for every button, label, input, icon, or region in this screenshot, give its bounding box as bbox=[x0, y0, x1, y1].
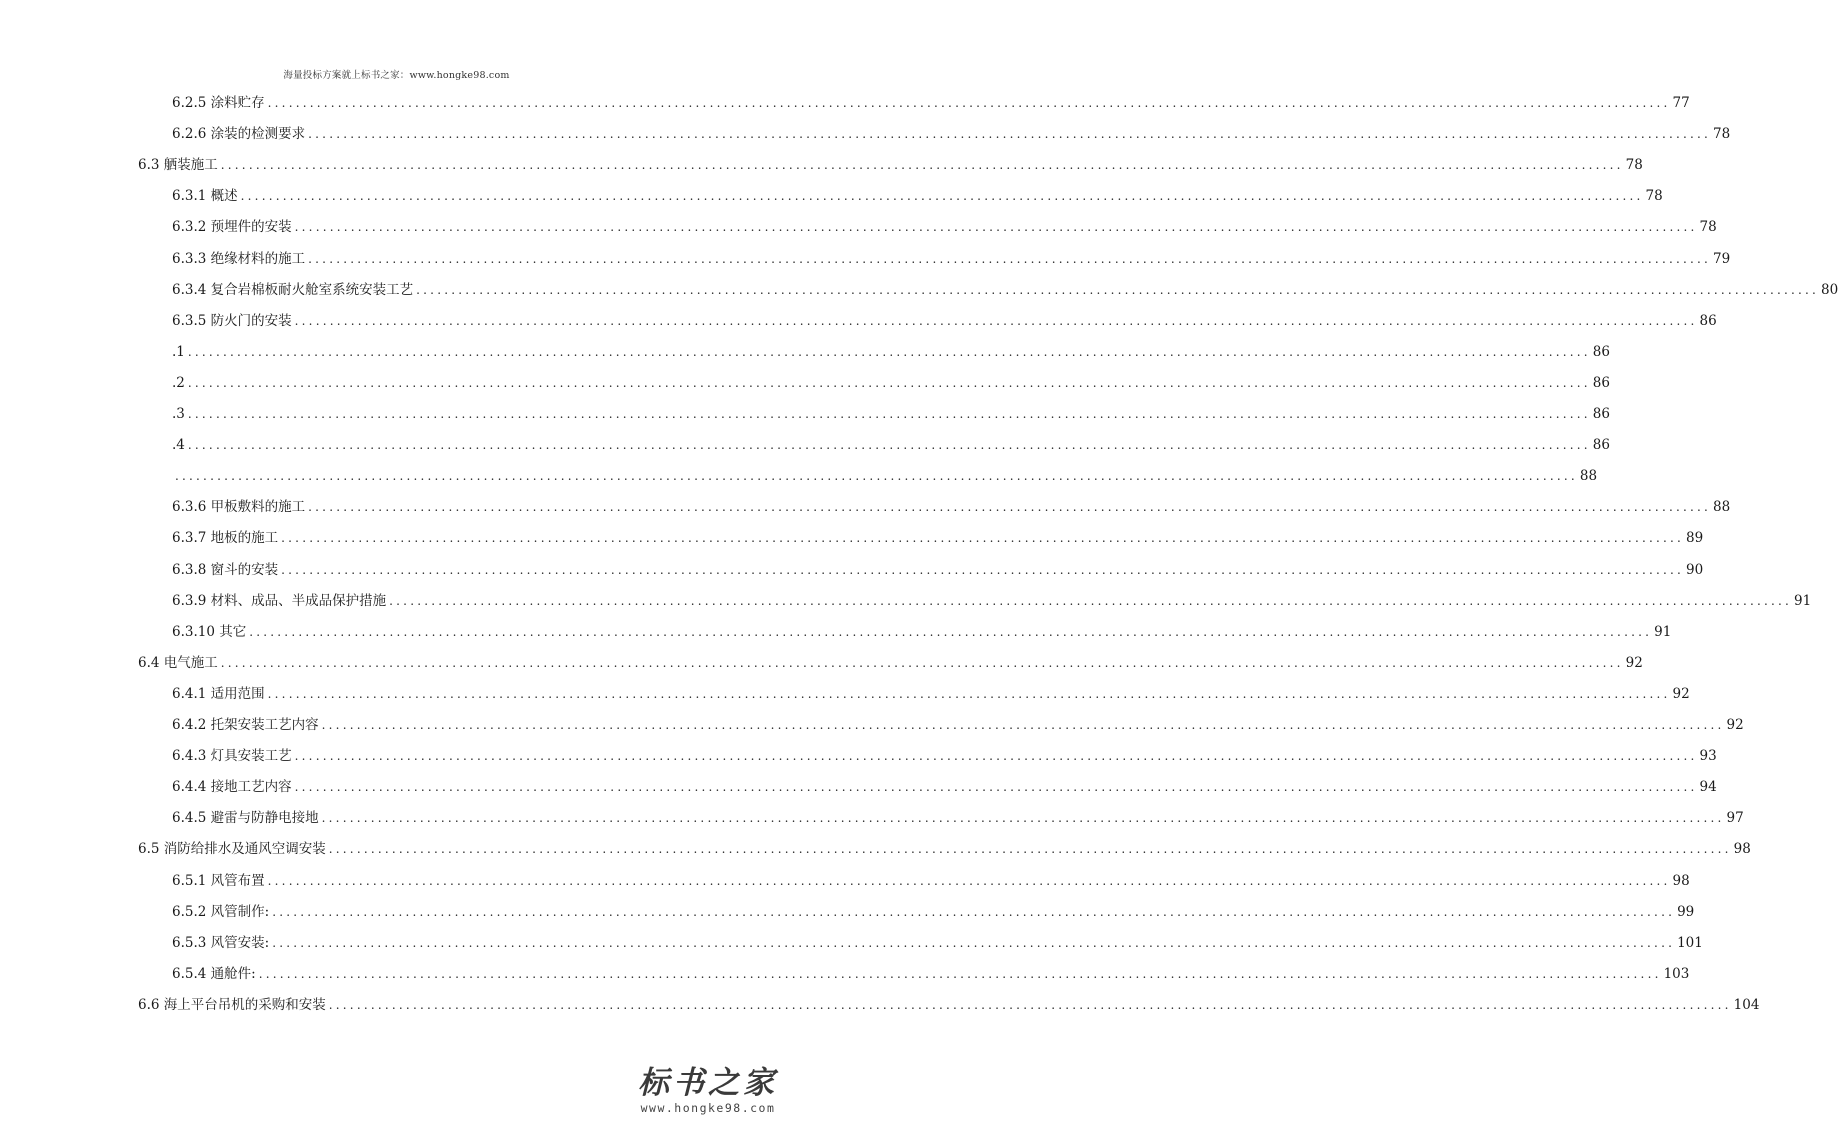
toc-dot-leader: ........................................................................................................................................................................................................ bbox=[187, 438, 1591, 453]
toc-entry-label: 6.3.7 地板的施工 bbox=[172, 530, 279, 547]
toc-dot-leader: ........................................................................................................................................................................................................ bbox=[272, 904, 1676, 919]
toc-entry[interactable] bbox=[172, 92, 1690, 114]
toc-entry-label: 6.3.6 甲板敷料的施工 bbox=[172, 499, 306, 516]
toc-entry-label: 6.6 海上平台吊机的采购和安装 bbox=[138, 996, 326, 1013]
toc-dot-leader: ........................................................................................................................................................................................................ bbox=[249, 624, 1653, 639]
toc-entry-page: 91 bbox=[1654, 623, 1672, 640]
brand-url: www.hongke98.com bbox=[640, 1101, 776, 1115]
toc-entry-page: 98 bbox=[1672, 872, 1690, 889]
toc-dot-leader: ........................................................................................................................................................................................................ bbox=[328, 842, 1732, 857]
toc-dot-leader: ........................................................................................................................................................................................................ bbox=[294, 313, 1698, 328]
toc-entry[interactable] bbox=[172, 932, 1703, 954]
toc-entry-label: .2 bbox=[172, 374, 185, 391]
toc-entry-label: 6.3.1 概述 bbox=[172, 188, 238, 205]
toc-entry[interactable] bbox=[172, 776, 1717, 798]
toc-entry-page: 97 bbox=[1726, 810, 1744, 827]
toc-dot-leader: ........................................................................................................................................................................................................ bbox=[294, 780, 1698, 795]
toc-dot-leader: ........................................................................................................................................................................................................ bbox=[187, 375, 1591, 390]
brand-watermark bbox=[628, 1066, 788, 1116]
toc-dot-leader: ........................................................................................................................................................................................................ bbox=[267, 96, 1671, 110]
toc-dot-leader: ........................................................................................................................................................................................................ bbox=[220, 655, 1624, 670]
toc-entry-page: 86 bbox=[1592, 343, 1610, 360]
toc-entry-page: 92 bbox=[1672, 685, 1690, 702]
toc-entry-label: 6.5.4 通舱件: bbox=[172, 965, 256, 982]
toc-entry-label: 6.2.6 涂装的检测要求 bbox=[172, 126, 306, 143]
toc-dot-leader: ........................................................................................................................................................................................................ bbox=[321, 718, 1725, 732]
toc-entry-label: 6.4.5 避雷与防静电接地 bbox=[172, 810, 319, 827]
toc-entry-page: 88 bbox=[1713, 499, 1731, 516]
toc-entry-page: 89 bbox=[1686, 530, 1704, 547]
toc-entry[interactable] bbox=[138, 652, 1643, 674]
brand-logo: 标书之家 bbox=[638, 1065, 778, 1101]
toc-entry-page: 104 bbox=[1733, 996, 1760, 1013]
toc-dot-leader: ........................................................................................................................................................................................................ bbox=[308, 251, 1712, 266]
toc-entry[interactable] bbox=[172, 870, 1690, 892]
toc-entry-page: 86 bbox=[1592, 406, 1610, 422]
toc-entry-label: 6.4.4 接地工艺内容 bbox=[172, 779, 292, 796]
toc-entry-label: 6.3.4 复合岩棉板耐火舱室系统安装工艺 bbox=[172, 281, 414, 298]
toc-entry[interactable] bbox=[172, 248, 1731, 270]
toc-entry[interactable] bbox=[138, 994, 1760, 1016]
toc-entry[interactable] bbox=[172, 279, 1838, 301]
toc-entry-page: 90 bbox=[1686, 561, 1704, 578]
toc-entry[interactable] bbox=[172, 185, 1663, 207]
page-header: 海量投标方案就上标书之家：www.hongke98.com bbox=[283, 70, 510, 81]
toc-entry-label: 6.3.8 窗斗的安装 bbox=[172, 561, 279, 578]
toc-dot-leader: ........................................................................................................................................................................................................ bbox=[328, 997, 1732, 1012]
toc-dot-leader: ........................................................................................................................................................................................................ bbox=[416, 282, 1820, 297]
toc-entry[interactable] bbox=[172, 216, 1717, 238]
toc-dot-leader: ........................................................................................................................................................................................................ bbox=[187, 344, 1591, 359]
toc-entry-label: .3 bbox=[172, 406, 185, 422]
toc-entry-page: 77 bbox=[1672, 95, 1690, 111]
toc-entry[interactable] bbox=[172, 745, 1717, 767]
toc-entry-label: 6.5.2 风管制作: bbox=[172, 903, 270, 920]
toc-dot-leader: ........................................................................................................................................................................................................ bbox=[389, 593, 1793, 608]
toc-dot-leader: ........................................................................................................................................................................................................ bbox=[321, 811, 1725, 826]
toc-entry-label: 6.4.2 托架安装工艺内容 bbox=[172, 717, 319, 733]
toc-entry-page: 80 bbox=[1821, 281, 1838, 298]
toc-entry-page: 86 bbox=[1592, 437, 1610, 454]
toc-dot-leader: ........................................................................................................................................................................................................ bbox=[272, 935, 1676, 950]
toc-entry[interactable] bbox=[172, 807, 1744, 829]
toc-entry-label: 6.3.5 防火门的安装 bbox=[172, 312, 292, 329]
toc-entry[interactable] bbox=[172, 496, 1731, 518]
toc-entry-page: 88 bbox=[1579, 468, 1598, 485]
toc-entry[interactable] bbox=[172, 123, 1731, 145]
toc-entry-page: 86 bbox=[1592, 374, 1610, 391]
toc-entry[interactable] bbox=[172, 465, 1598, 487]
toc-dot-leader: ........................................................................................................................................................................................................ bbox=[267, 873, 1671, 888]
toc-entry-label: 6.3 舾装施工 bbox=[138, 157, 218, 174]
toc-dot-leader: ........................................................................................................................................................................................................ bbox=[281, 562, 1685, 577]
toc-entry[interactable] bbox=[172, 963, 1690, 985]
toc-entry-page: 78 bbox=[1699, 219, 1717, 236]
toc-entry[interactable] bbox=[172, 901, 1695, 923]
toc-entry[interactable] bbox=[172, 621, 1672, 643]
toc-entry-page: 101 bbox=[1677, 934, 1703, 951]
toc-dot-leader: ........................................................................................................................................................................................................ bbox=[308, 500, 1712, 515]
toc-dot-leader: ........................................................................................................................................................................................................ bbox=[240, 189, 1644, 204]
toc-entry-page: 99 bbox=[1677, 903, 1695, 920]
toc-entry-label: 6.5.1 风管布置 bbox=[172, 872, 265, 889]
toc-entry[interactable] bbox=[172, 683, 1690, 705]
toc-entry-label: 6.4 电气施工 bbox=[138, 654, 218, 671]
toc-entry-label: 6.3.2 预埋件的安装 bbox=[172, 219, 292, 236]
toc-entry[interactable] bbox=[172, 372, 1610, 394]
toc-entry[interactable] bbox=[172, 527, 1704, 549]
toc-entry[interactable] bbox=[172, 559, 1704, 581]
toc-entry-label: 6.3.10 其它 bbox=[172, 623, 247, 640]
toc-entry[interactable] bbox=[172, 434, 1610, 456]
toc-entry-label: 6.4.3 灯具安装工艺 bbox=[172, 748, 292, 765]
toc-dot-leader: ........................................................................................................................................................................................................ bbox=[281, 531, 1685, 546]
toc-entry[interactable] bbox=[172, 310, 1717, 332]
toc-entry-page: 92 bbox=[1726, 717, 1744, 733]
toc-entry-page: 86 bbox=[1699, 312, 1717, 329]
toc-entry-page: 78 bbox=[1713, 126, 1731, 143]
toc-entry-page: 103 bbox=[1663, 965, 1690, 982]
toc-entry[interactable] bbox=[172, 714, 1744, 736]
toc-entry-label: 6.4.1 适用范围 bbox=[172, 685, 265, 702]
toc-entry-label: 6.3.9 材料、成品、半成品保护措施 bbox=[172, 592, 387, 609]
toc-entry-label: 6.5 消防给排水及通风空调安装 bbox=[138, 841, 326, 858]
toc-entry-label: .4 bbox=[172, 437, 185, 454]
toc-dot-leader: ........................................................................................................................................................................................................ bbox=[175, 469, 1578, 484]
toc-entry-page: 98 bbox=[1733, 841, 1751, 858]
toc-dot-leader: ........................................................................................................................................................................................................ bbox=[267, 686, 1671, 701]
toc-entry[interactable] bbox=[172, 403, 1610, 425]
toc-entry[interactable] bbox=[138, 154, 1643, 176]
toc-entry-page: 79 bbox=[1713, 250, 1731, 267]
toc-entry-page: 78 bbox=[1625, 157, 1643, 174]
toc-dot-leader: ........................................................................................................................................................................................................ bbox=[294, 220, 1698, 235]
toc-entry[interactable] bbox=[138, 838, 1751, 860]
toc-entry-page: 78 bbox=[1645, 188, 1663, 205]
toc-entry-page: 93 bbox=[1699, 748, 1717, 765]
toc-dot-leader: ........................................................................................................................................................................................................ bbox=[294, 749, 1698, 764]
toc-entry-label: 6.5.3 风管安装: bbox=[172, 934, 270, 951]
toc-entry[interactable] bbox=[172, 341, 1610, 363]
toc-dot-leader: ........................................................................................................................................................................................................ bbox=[187, 407, 1591, 421]
toc-dot-leader: ........................................................................................................................................................................................................ bbox=[220, 158, 1624, 173]
toc-entry-label: 6.2.5 涂料贮存 bbox=[172, 95, 265, 111]
toc-dot-leader: ........................................................................................................................................................................................................ bbox=[308, 127, 1712, 142]
toc-entry-label: .1 bbox=[172, 343, 185, 360]
toc-entry[interactable] bbox=[172, 590, 1812, 612]
toc-entry-page: 91 bbox=[1794, 592, 1812, 609]
toc-entry-page: 94 bbox=[1699, 779, 1717, 796]
toc-entry-page: 92 bbox=[1625, 654, 1643, 671]
toc-dot-leader: ........................................................................................................................................................................................................ bbox=[258, 966, 1662, 981]
toc-entry-label: 6.3.3 绝缘材料的施工 bbox=[172, 250, 306, 267]
